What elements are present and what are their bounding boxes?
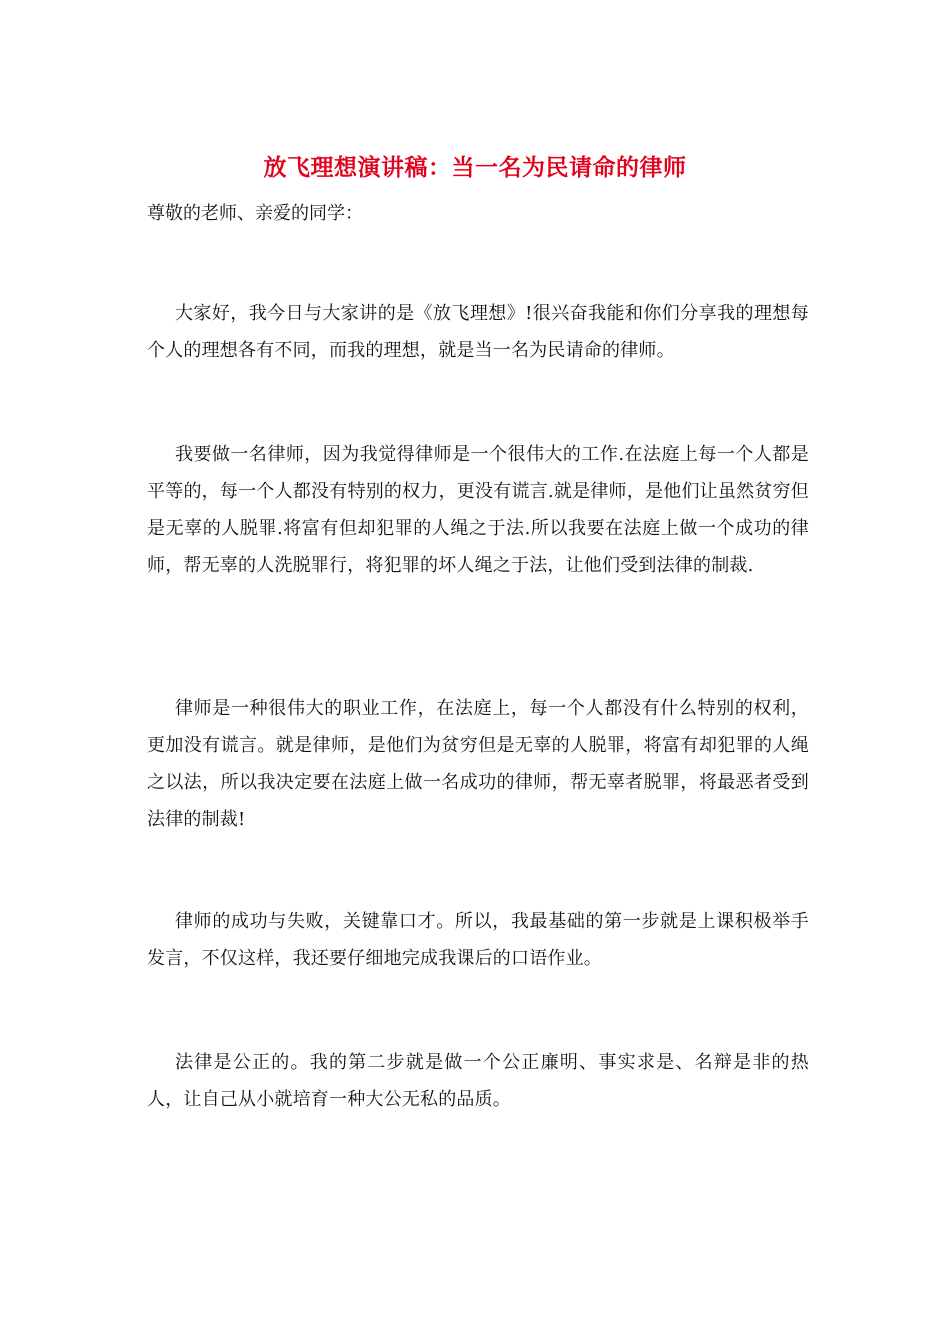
document-title: 放飞理想演讲稿：当一名为民请命的律师: [263, 154, 687, 181]
paragraph-4: 律师的成功与失败，关键靠口才。所以，我最基础的第一步就是上课积极举手发言，不仅这样，我还要仔细地完成我课后的口语作业。: [147, 911, 809, 969]
paragraph-1: 大家好，我今日与大家讲的是《放飞理想》!很兴奋我能和你们分享我的理想每个人的理想各有不同，而我的理想，就是当一名为民请命的律师。: [147, 303, 809, 361]
paragraph-2: 我要做一名律师，因为我觉得律师是一个很伟大的工作.在法庭上每一个人都是平等的，每一个人都没有特别的权力，更没有谎言.就是律师，是他们让虽然贫穷但是无辜的人脱罪.将富有但却犯罪的人绳之于法.所以我要在法庭上做一个成功的律师，帮无辜的人洗脱罪行，将犯罪的坏人绳之于法，让他们受到法律的制裁.: [147, 444, 809, 576]
salutation: 尊敬的老师、亲爱的同学：: [147, 203, 363, 224]
paragraph-3: 律师是一种很伟大的职业工作，在法庭上，每一个人都没有什么特别的权利，更加没有谎言。就是律师，是他们为贫穷但是无辜的人脱罪，将富有却犯罪的人绳之以法，所以我决定要在法庭上做一名成功的律师，帮无辜者脱罪，将最恶者受到法律的制裁!: [147, 698, 809, 830]
paragraph-5: 法律是公正的。我的第二步就是做一个公正廉明、事实求是、名辩是非的热人，让自己从小就培育一种大公无私的品质。: [147, 1052, 809, 1110]
